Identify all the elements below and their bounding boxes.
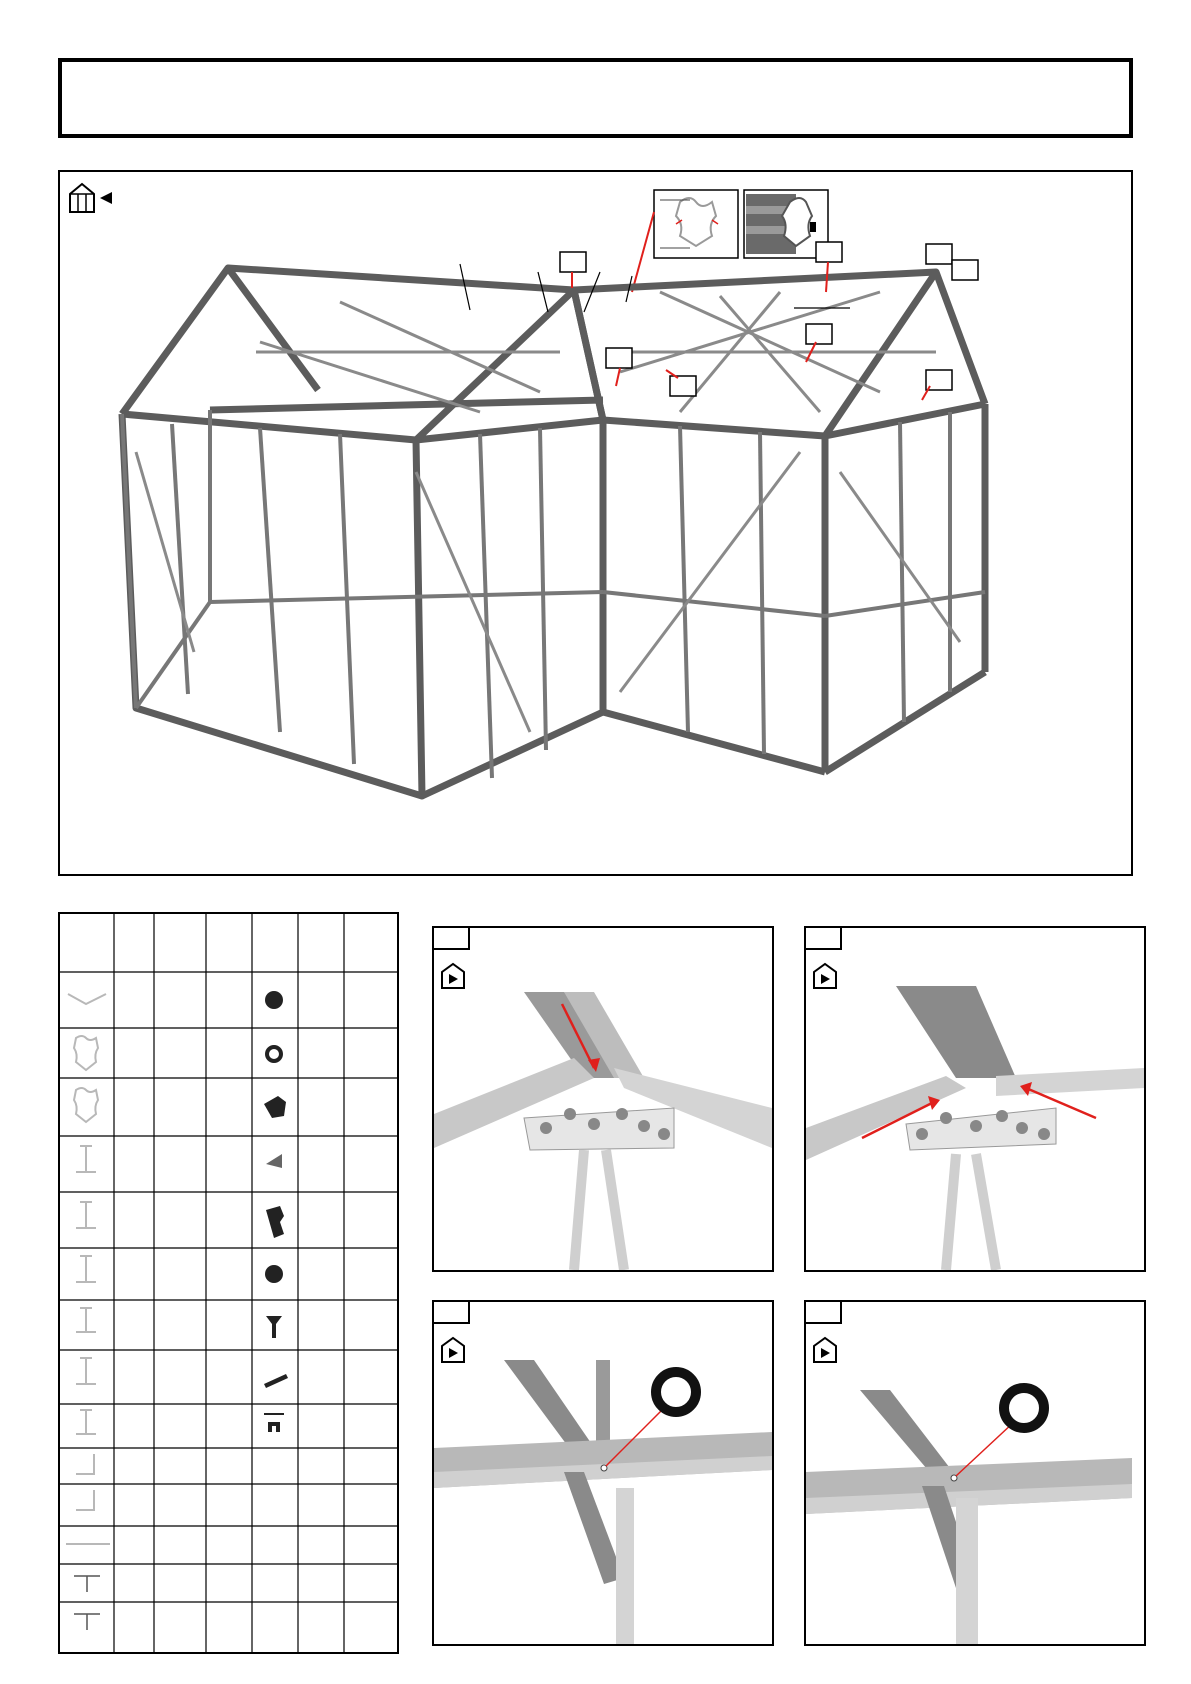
- profile-icons: [66, 994, 110, 1544]
- frame-secondary-members: [122, 410, 985, 778]
- frame-main-members: [122, 268, 985, 796]
- step-panel-4: [804, 1300, 1146, 1646]
- step-3-illustration: [434, 1302, 772, 1644]
- t-bar-icons: [74, 1576, 100, 1630]
- parts-table: [58, 912, 399, 1654]
- greenhouse-play-icon: [814, 1338, 836, 1362]
- cap-nut-icon: [265, 991, 283, 1009]
- gutter-profile-icon: [68, 994, 106, 1004]
- ridge-detail-inset: [654, 190, 738, 258]
- washer-icon: [656, 1372, 696, 1412]
- wedge-icon: [266, 1154, 282, 1168]
- step-panel-3: [432, 1300, 774, 1646]
- bracket-icon: [266, 1206, 284, 1238]
- step-number-box: [806, 928, 842, 950]
- parts-table-grid: [60, 914, 397, 1652]
- i-bar-icon: [76, 1146, 96, 1172]
- i-bar-icon: [76, 1256, 96, 1282]
- step-panel-2: [804, 926, 1146, 1272]
- greenhouse-frame-drawing: [60, 172, 1131, 874]
- washer-icon: [267, 1047, 281, 1061]
- step-panel-1: [432, 926, 774, 1272]
- greenhouse-play-icon: [442, 1338, 464, 1362]
- main-diagram-panel: [58, 170, 1133, 876]
- l-angle-icon: [76, 1454, 94, 1474]
- t-bar-icon: [74, 1576, 100, 1592]
- i-bar-icon: [76, 1358, 96, 1384]
- i-bar-icon: [76, 1308, 96, 1332]
- step-4-illustration: [806, 1302, 1144, 1644]
- greenhouse-play-icon: [442, 964, 464, 988]
- corner-clip-icon: [264, 1096, 286, 1118]
- frame-diagonal-bracing: [136, 292, 960, 732]
- u-clip-icon: [268, 1422, 280, 1432]
- l-angle-icon: [76, 1490, 94, 1510]
- hardware-icons: [264, 991, 288, 1432]
- washer-icon: [1004, 1388, 1044, 1428]
- greenhouse-play-icon: [814, 964, 836, 988]
- greenhouse-front-view-icon: [70, 184, 112, 212]
- step-number-box: [434, 1302, 470, 1324]
- round-nut-icon: [265, 1265, 283, 1283]
- step-1-illustration: [434, 928, 772, 1270]
- ridge-profile-b-icon: [74, 1088, 98, 1122]
- step-number-box: [434, 928, 470, 950]
- i-bar-icon: [76, 1410, 96, 1434]
- step-2-illustration: [806, 928, 1144, 1270]
- i-bar-icon: [76, 1202, 96, 1228]
- ridge-profile-icon: [74, 1036, 98, 1070]
- bolt-icon: [266, 1316, 282, 1338]
- t-bar-icon: [74, 1614, 100, 1630]
- step-number-box: [806, 1302, 842, 1324]
- screw-icon: [264, 1374, 288, 1388]
- callout-boxes: [560, 242, 978, 396]
- title-box: [58, 58, 1133, 138]
